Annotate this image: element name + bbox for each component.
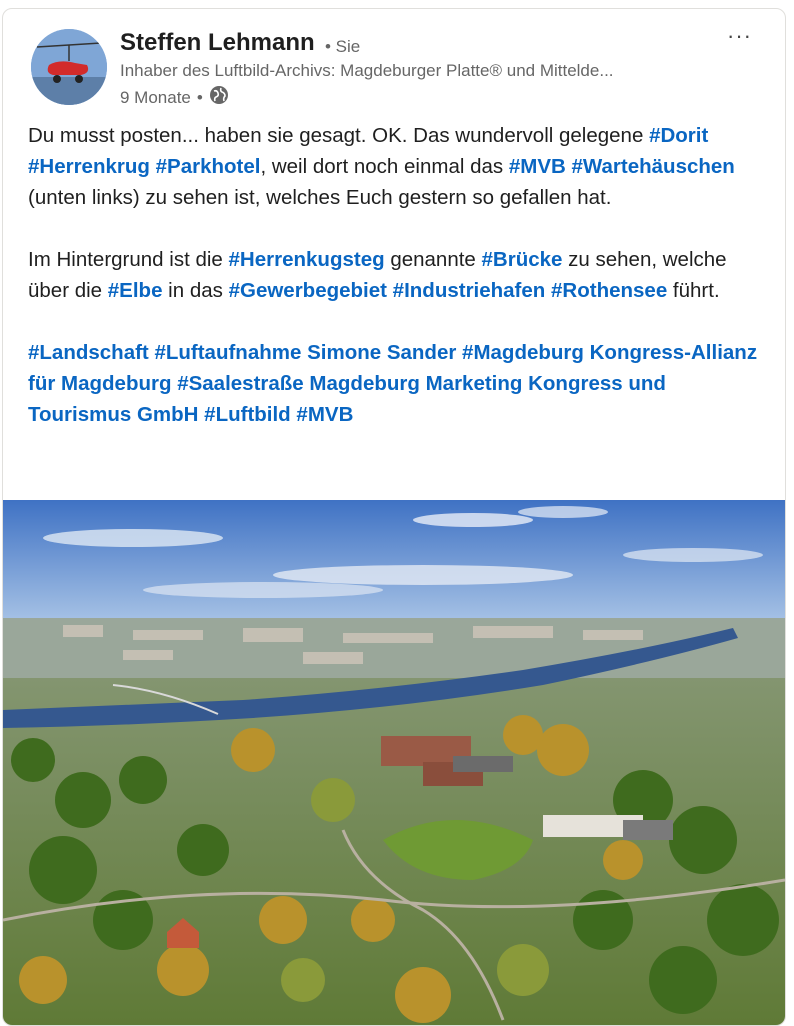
mention-kongress-allianz[interactable]: Kongress-Allianz für Magdeburg [28, 341, 758, 395]
author-name[interactable]: Steffen Lehmann [120, 29, 315, 56]
hashtag-herrenkugsteg[interactable]: #Herrenkugsteg [228, 248, 385, 271]
more-options-button[interactable]: ··· [727, 23, 752, 48]
text-segment: zu sehen, welche über die [28, 248, 727, 302]
hashtag-wartehaeuschen[interactable]: #Wartehäuschen [571, 155, 735, 178]
hashtag-bruecke[interactable]: #Brücke [481, 248, 563, 271]
hashtag-saalestrasse[interactable]: #Saalestraße [177, 372, 304, 395]
text-segment: Du musst posten... haben sie gesagt. OK. Das wundervoll gelegene [28, 124, 650, 147]
post-time: 9 Monate [120, 87, 191, 107]
post-meta [120, 85, 229, 110]
text-segment: genannte [384, 248, 482, 271]
hashtag-landschaft[interactable]: #Landschaft [28, 341, 149, 364]
hashtag-dorit[interactable]: #Dorit [649, 124, 709, 147]
hashtag-gewerbegebiet[interactable]: #Gewerbegebiet [228, 279, 387, 302]
hashtag-mvb-2[interactable]: #MVB [296, 403, 354, 426]
hashtag-herrenkrug[interactable]: #Herrenkrug [28, 155, 150, 178]
text-segment: führt. [667, 279, 720, 302]
mention-magdeburg-marketing[interactable]: Magdeburg Marketing Kongress und Tourismus GmbH [28, 372, 666, 426]
hashtag-luftaufnahme[interactable]: #Luftaufnahme [154, 341, 302, 364]
hashtag-rothensee[interactable]: #Rothensee [551, 279, 668, 302]
post-card [2, 8, 786, 1026]
post-paragraph-1 [28, 120, 763, 213]
meta-separator: • [196, 87, 203, 107]
author-headline: Inhaber des Luftbild-Archivs: Magdeburger Platte® und Mittelde... [120, 61, 614, 80]
hashtag-luftbild[interactable]: #Luftbild [204, 403, 291, 426]
text-segment: in das [162, 279, 229, 302]
post-image[interactable] [3, 500, 785, 1026]
author-relation: • Sie [325, 37, 361, 56]
hashtag-elbe[interactable]: #Elbe [107, 279, 163, 302]
hashtag-magdeburg[interactable]: #Magdeburg [462, 341, 584, 364]
text-segment: (unten links) zu sehen ist, welches Euch gestern so gefallen hat. [28, 186, 612, 209]
hashtag-industriehafen[interactable]: #Industriehafen [392, 279, 546, 302]
hashtag-parkhotel[interactable]: #Parkhotel [155, 155, 261, 178]
text-segment: , weil dort noch einmal das [260, 155, 509, 178]
author-avatar[interactable] [31, 29, 107, 105]
hashtag-mvb[interactable]: #MVB [508, 155, 566, 178]
mention-simone-sander[interactable]: Simone Sander [307, 341, 457, 364]
post-paragraph-3 [28, 337, 763, 430]
post-paragraph-2 [28, 244, 763, 306]
post-text [28, 120, 763, 430]
text-segment: Im Hintergrund ist die [28, 248, 229, 271]
globe-icon [209, 85, 229, 110]
